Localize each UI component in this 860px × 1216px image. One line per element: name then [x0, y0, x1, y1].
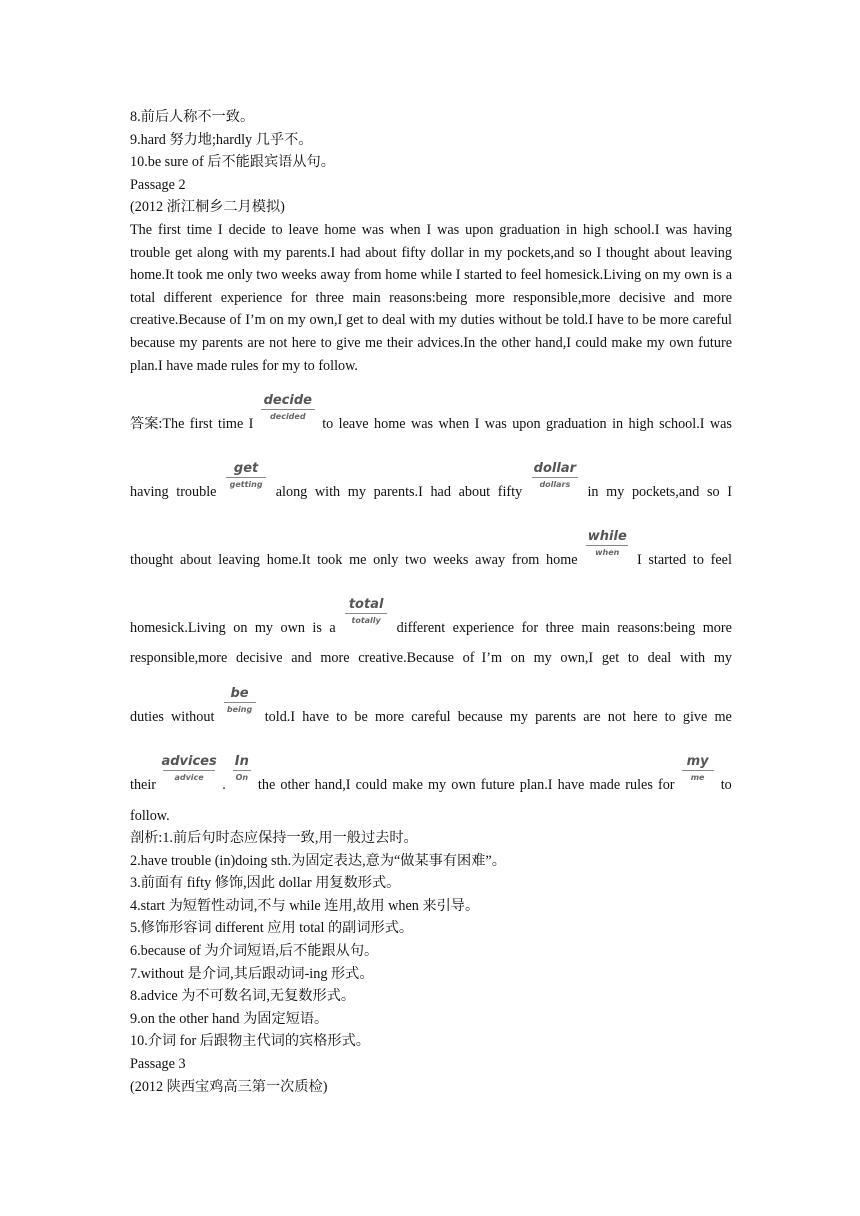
answer-word: to — [664, 709, 676, 725]
answer-word: parents.I — [373, 484, 423, 500]
correct-word: totally — [351, 616, 381, 625]
answer-word: rules — [625, 777, 653, 793]
answer-word: my — [347, 484, 366, 500]
analysis-line: 7.without 是介词,其后跟动词-ing 形式。 — [130, 965, 374, 982]
answer-word: having — [130, 484, 169, 500]
answer-word: own — [451, 777, 476, 793]
answer-word: not — [607, 709, 626, 725]
answer-word: are — [583, 709, 601, 725]
answer-word: decisive — [236, 650, 283, 666]
answer-word: 答案:The — [130, 416, 185, 432]
correct-word: decided — [270, 412, 306, 421]
answer-word: when — [438, 416, 470, 432]
analysis-line: 4.start 为短暂性动词,不与 while 连用,故用 when 来引导。 — [130, 897, 480, 914]
wrong-word: dollar — [533, 461, 577, 476]
answer-word: own,I — [560, 650, 594, 666]
answer-word: pockets,and — [631, 484, 700, 500]
answer-line — [130, 806, 732, 826]
answer-line — [130, 461, 732, 502]
note-line: 8.前后人称不一致。 — [130, 109, 255, 125]
answer-word: upon — [512, 416, 541, 432]
answer-word: here — [633, 709, 658, 725]
correct-word: On — [235, 773, 249, 782]
answer-word: deal — [647, 650, 672, 666]
answer-block — [130, 393, 732, 824]
answer-word: for — [657, 777, 675, 793]
answer-word: two — [405, 552, 427, 568]
answer-word: I — [474, 416, 480, 432]
answer-word: hand,I — [314, 777, 351, 793]
answer-word: and — [291, 650, 312, 666]
intro-notes — [130, 106, 732, 377]
passage-2-text: The first time I decide to leave home was when I was upon graduation in high school.I was having trouble get along with my parents.I had about fifty dollar in my pockets,and so I thought about leaving home.It took me only two weeks away from home while I started to feel homesick.Living on my own is a total different experience for three main reasons:being more responsible,more decisive and more creative.Because of I’m on my own,I get to deal with my duties without be told.I have to be more careful because my parents are not here to give me their advices.In the other hand,I could make my own future plan.I have made rules for my to follow. — [130, 221, 732, 374]
answer-word: was — [484, 416, 507, 432]
answer-word: follow. — [130, 808, 170, 824]
answer-word: with — [679, 650, 706, 666]
answer-word: because — [457, 709, 503, 725]
analysis-line: 3.前面有 fifty 修饰,因此 dollar 用复数形式。 — [130, 875, 401, 892]
answer-word: to — [627, 650, 639, 666]
answer-word: different — [396, 620, 446, 636]
answer-word: trouble — [176, 484, 217, 500]
answer-word: first — [189, 416, 213, 432]
answer-word: I — [636, 552, 642, 568]
answer-word: high — [628, 416, 654, 432]
answer-word: in — [587, 484, 599, 500]
answer-word: other — [280, 777, 310, 793]
answer-word: my — [533, 650, 552, 666]
answer-word: to — [692, 552, 704, 568]
correct-word: dollars — [539, 480, 571, 489]
answer-word: give — [682, 709, 708, 725]
answer-word: future — [480, 777, 515, 793]
answer-word: from — [511, 552, 540, 568]
answer-word: could — [355, 777, 388, 793]
answer-word: more — [320, 650, 350, 666]
answer-word: my — [606, 484, 625, 500]
wrong-word: be — [230, 686, 249, 701]
answer-word: leaving — [218, 552, 261, 568]
answer-word: told.I — [264, 709, 296, 725]
answer-word: my — [713, 650, 732, 666]
answer-word: for — [521, 620, 539, 636]
answer-word: be — [354, 709, 368, 725]
answer-line — [130, 686, 732, 727]
answer-word: was — [709, 416, 732, 432]
correction-mark — [224, 461, 268, 496]
answer-word: is — [312, 620, 322, 636]
answer-word: I — [727, 484, 732, 500]
passage-2-source: (2012 浙江桐乡二月模拟) — [130, 199, 285, 216]
answer-line — [130, 754, 732, 795]
answer-word: school.I — [659, 416, 705, 432]
analysis-line: 2.have trouble (in)doing sth.为固定表达,意为“做某事有困难”。 — [130, 852, 506, 869]
answer-word: along — [275, 484, 308, 500]
wrong-word: get — [233, 461, 259, 476]
wrong-word: my — [686, 754, 709, 769]
answer-word: fifty — [497, 484, 523, 500]
answer-word: to — [720, 777, 732, 793]
answer-word: have — [302, 709, 330, 725]
answer-word: make — [392, 777, 423, 793]
answer-word: I — [248, 416, 254, 432]
answer-word: duties — [130, 709, 164, 725]
answer-word: careful — [411, 709, 451, 725]
analysis-notes — [130, 827, 732, 1098]
answer-word: on — [233, 620, 248, 636]
wrong-word: advices — [161, 754, 217, 769]
answer-word: have — [557, 777, 585, 793]
answer-word: in — [612, 416, 624, 432]
answer-word: their — [130, 777, 156, 793]
answer-line — [130, 393, 732, 434]
answer-word: without — [171, 709, 215, 725]
answer-word: responsible,more — [130, 650, 228, 666]
correction-mark — [343, 597, 389, 632]
answer-word: graduation — [545, 416, 607, 432]
analysis-line: 8.advice 为不可数名词,无复数形式。 — [130, 988, 356, 1005]
answer-word: to — [322, 416, 334, 432]
answer-word: away — [475, 552, 506, 568]
wrong-word: decide — [263, 393, 313, 408]
correction-mark — [680, 754, 716, 789]
correct-word: when — [595, 548, 620, 557]
answer-word: plan.I — [519, 777, 553, 793]
answer-word: on — [510, 650, 525, 666]
answer-line — [130, 597, 732, 638]
wrong-word: while — [587, 529, 627, 544]
note-line: 10.be sure of 后不能跟宾语从句。 — [130, 154, 335, 171]
answer-word: feel — [710, 552, 732, 568]
analysis-line: 5.修饰形容词 different 应用 total 的副词形式。 — [130, 920, 414, 937]
answer-line — [130, 529, 732, 570]
answer-word: of I’m — [462, 650, 503, 666]
answer-word: my — [428, 777, 447, 793]
wrong-word: total — [348, 597, 384, 612]
analysis-line: 9.on the other hand 为固定短语。 — [130, 1010, 329, 1027]
passage-3-title: Passage 3 — [130, 1055, 186, 1072]
correct-word: getting — [229, 480, 263, 489]
answer-word: thought — [130, 552, 174, 568]
correction-mark — [530, 461, 580, 496]
answer-word: parents — [535, 709, 577, 725]
passage-2-title: Passage 2 — [130, 176, 186, 193]
answer-word: main — [581, 620, 610, 636]
correction-mark — [222, 686, 258, 721]
answer-word: to — [336, 709, 348, 725]
correction-mark — [584, 529, 630, 564]
correct-word: advice — [174, 773, 204, 782]
answer-word: reasons:being — [617, 620, 696, 636]
answer-word: more — [702, 620, 732, 636]
analysis-line: 10.介词 for 后跟物主代词的宾格形式。 — [130, 1033, 370, 1050]
analysis-line: 6.because of 为介词短语,后不能跟从句。 — [130, 942, 379, 959]
answer-word: weeks — [432, 552, 469, 568]
answer-word: started — [648, 552, 687, 568]
wrong-word: In — [234, 754, 249, 769]
correction-mark — [161, 754, 217, 789]
answer-word: my — [254, 620, 274, 636]
answer-word: homesick.Living — [130, 620, 226, 636]
answer-word: creative.Because — [358, 650, 454, 666]
correction-mark — [259, 393, 317, 428]
answer-word: the — [257, 777, 276, 793]
answer-word: home — [546, 552, 578, 568]
answer-word: a — [329, 620, 336, 636]
answer-word: own — [280, 620, 305, 636]
answer-word: had — [430, 484, 451, 500]
answer-word: me — [714, 709, 732, 725]
answer-word: about — [180, 552, 212, 568]
passage-3-source: (2012 陕西宝鸡高三第一次质检) — [130, 1078, 328, 1095]
answer-line — [130, 648, 732, 668]
answer-word: only — [373, 552, 399, 568]
answer-word: me — [349, 552, 367, 568]
answer-word: more — [374, 709, 405, 725]
correct-word: being — [226, 705, 253, 714]
answer-word: made — [589, 777, 621, 793]
answer-word: took — [317, 552, 343, 568]
answer-word: get — [601, 650, 620, 666]
answer-word: home.It — [266, 552, 311, 568]
answer-word: three — [545, 620, 574, 636]
answer-word: was — [410, 416, 434, 432]
answer-word: so — [706, 484, 720, 500]
correction-mark — [231, 754, 253, 789]
answer-word: time — [218, 416, 244, 432]
answer-word: my — [509, 709, 528, 725]
note-line: 9.hard 努力地;hardly 几乎不。 — [130, 131, 313, 148]
analysis-line: 剖析:1.前后句时态应保持一致,用一般过去时。 — [130, 830, 418, 846]
answer-word: about — [458, 484, 491, 500]
answer-word: home — [374, 416, 406, 432]
answer-word: . — [222, 777, 226, 793]
answer-word: with — [314, 484, 341, 500]
answer-word: experience — [452, 620, 515, 636]
answer-word: leave — [338, 416, 369, 432]
correct-word: me — [690, 773, 705, 782]
